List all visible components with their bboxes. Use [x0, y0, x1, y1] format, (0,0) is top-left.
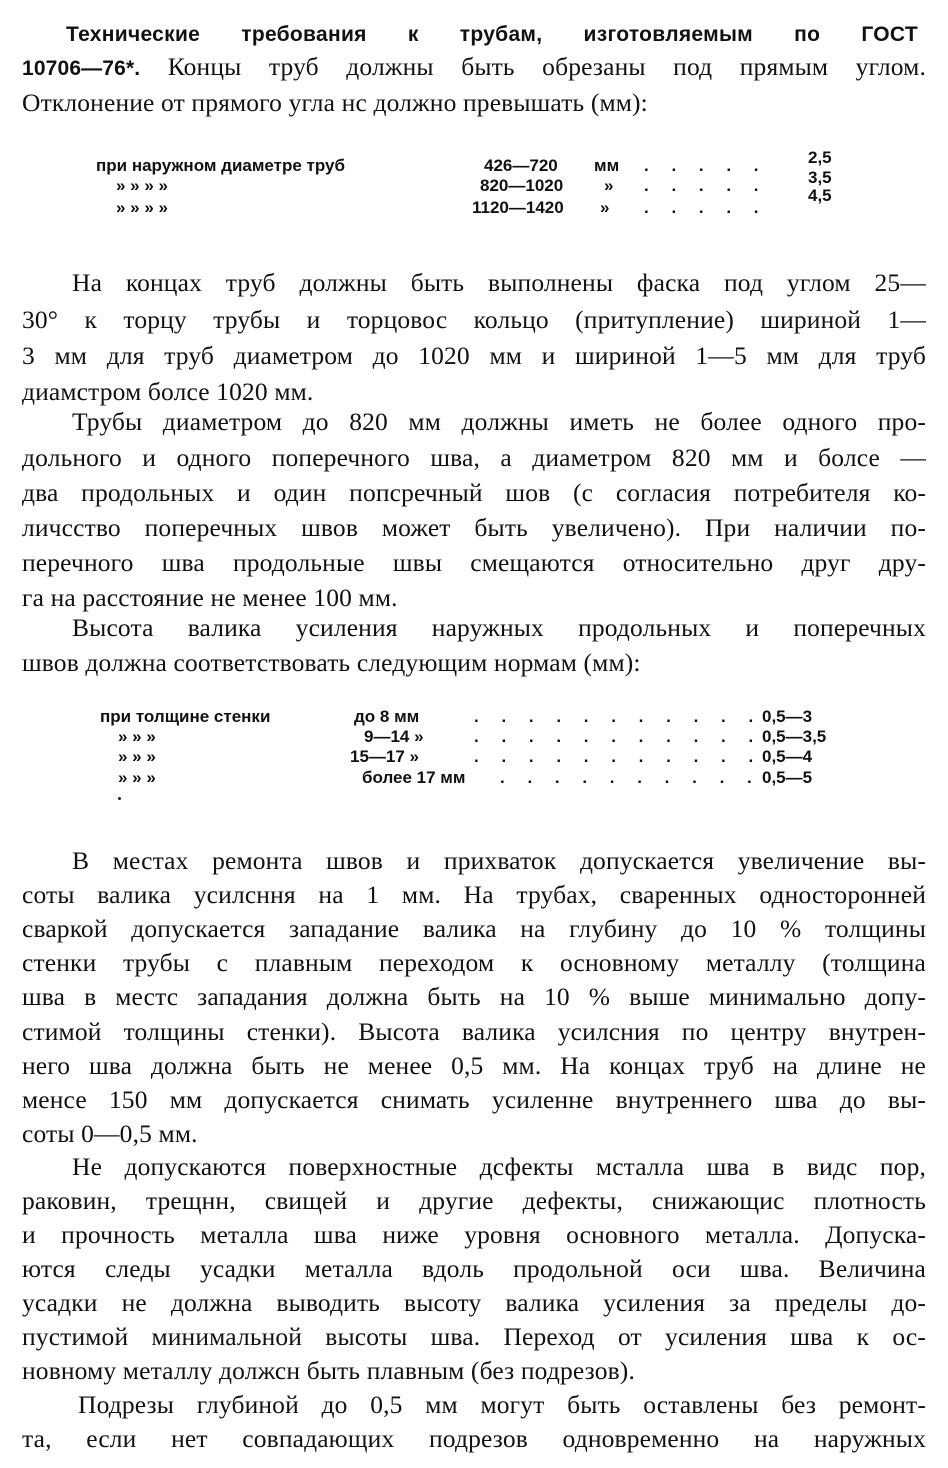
- text-line: га на расстояние не менее 100 мм.: [22, 583, 398, 612]
- row-description: » » » »: [116, 198, 168, 217]
- row-range: до 8 мм: [354, 707, 420, 726]
- text-line: пустимой минимальной высоты шва. Переход от усиления шва к ос-: [22, 1322, 926, 1351]
- row-range: 1120—1420: [472, 198, 564, 217]
- leader-dots: . . . . . . . . . . .: [474, 747, 763, 766]
- table-row: [96, 168, 856, 195]
- row-unit: мм: [594, 156, 620, 175]
- table-row: [100, 727, 860, 746]
- text-line: раковин, трещнн, свищей и другие дефекты, снижающис плотность: [22, 1186, 926, 1215]
- text-line: менсе 150 мм допускается снимать усиленне внутреннего шва до вы-: [22, 1085, 926, 1114]
- text-line: Трубы диаметром до 820 мм должны иметь не более одного про-: [72, 407, 926, 436]
- row-value: 2,5: [808, 148, 832, 167]
- leader-dots: . . . . . . . . . . .: [474, 727, 763, 746]
- text-line: Не допускаются поверхностные дсфекты мсталла шва в видс пор,: [72, 1152, 926, 1181]
- row-value: 3,5: [808, 168, 832, 187]
- row-description: » » »: [118, 747, 156, 766]
- row-unit: »: [604, 176, 614, 195]
- text-line: та, если нет совпадающих подрезов одновременно на наружных: [22, 1424, 926, 1453]
- text-line: дольного и одного поперечного шва, а диаметром 820 мм и болсе —: [22, 443, 926, 472]
- leader-dots: . . . . .: [644, 176, 768, 195]
- table-row: [96, 148, 856, 175]
- text-line: и прочность металла шва ниже уровня основного металла. Допуска-: [22, 1220, 926, 1249]
- row-description: при толщине стенки: [100, 707, 271, 726]
- heading-line-3: Отклонение от прямого угла нс должно превышать (мм):: [22, 88, 648, 117]
- text-line: ются следы усадки металла вдоль продольной оси шва. Величина: [22, 1254, 926, 1283]
- row-range: 15—17 »: [350, 747, 419, 766]
- text-line: новному металлу должсн быть плавным (без подрезов).: [22, 1356, 635, 1385]
- leader-dots: . . . . . . . . . . .: [474, 707, 763, 726]
- row-value: 0,5—4: [762, 747, 813, 766]
- row-description: » » »: [118, 768, 156, 787]
- heading-line-2: [22, 50, 926, 86]
- text-line: личсство поперечных швов может быть увеличено). При наличии по-: [22, 513, 926, 542]
- row-unit: »: [600, 198, 610, 217]
- row-value: 4,5: [808, 186, 832, 205]
- row-range: 820—1020: [480, 176, 564, 195]
- row-value: 0,5—5: [762, 768, 813, 787]
- angle-deviation-table: [96, 148, 856, 217]
- text-line: Высота валика усиления наружных продольных и поперечных: [72, 613, 926, 642]
- table-row: [96, 186, 856, 217]
- text-line: два продольных и один попсречный шов (с согласия потребителя ко-: [22, 478, 926, 507]
- text-line: 30° к торцу трубы и торцовос кольцо (притупление) шириной 1—: [22, 305, 926, 334]
- text-line: стимой толщины стенки). Высота валика усилсния по центру внутрен-: [22, 1017, 926, 1046]
- text-line: усадки не должна выводить высоту валика усиления за пределы до-: [22, 1288, 926, 1317]
- leader-dots: . . . . . . . . . .: [500, 768, 761, 787]
- heading-line-1: Технические требования к трубам, изготовляемым по ГОСТ: [66, 23, 918, 46]
- row-range: более 17 мм: [362, 768, 466, 787]
- text-line: Подрезы глубиной до 0,5 мм могут быть оставлены без ремонт-: [78, 1390, 926, 1419]
- text-line: На концах труб должны быть выполнены фаска под углом 25—: [72, 268, 926, 297]
- text-line: стенки трубы с плавным переходом к основному металлу (толщина: [22, 948, 926, 977]
- text-line: соты валика усилсння на 1 мм. На трубах, сваренных односторонней: [22, 880, 926, 909]
- gost-number: 10706—76*.: [22, 57, 141, 80]
- row-value: 0,5—3: [762, 707, 813, 726]
- text-line: него шва должна быть не менее 0,5 мм. На концах труб на длине не: [22, 1051, 926, 1080]
- heading-line-2-text: Концы труб должны быть обрезаны под прямым углом.: [140, 52, 926, 81]
- row-description: при наружном диаметре труб: [96, 156, 345, 175]
- table-row: [100, 707, 860, 726]
- row-range: 9—14 »: [364, 727, 424, 746]
- text-line: перечного шва продольные швы смещаются относительно друг дру-: [22, 548, 926, 577]
- text-line: сваркой допускается западание валика на глубину до 10 % толщины: [22, 914, 926, 943]
- leader-dots: . . . . .: [644, 156, 768, 175]
- weld-reinforcement-table: [100, 707, 860, 807]
- stray-dot: [118, 797, 121, 800]
- table-row: [100, 747, 860, 766]
- text-line: 3 мм для труб диаметром до 1020 мм и шириной 1—5 мм для труб: [22, 341, 926, 370]
- row-description: » » »: [118, 727, 156, 746]
- text-line: шва в местс западания должна быть на 10 % выше минимально допу-: [22, 982, 926, 1011]
- text-line: соты 0—0,5 мм.: [22, 1119, 198, 1148]
- text-line: диамстром болсе 1020 мм.: [22, 377, 314, 406]
- text-line: швов должна соответствовать следующим нормам (мм):: [22, 648, 641, 677]
- table-row: [100, 768, 860, 787]
- text-line: В местах ремонта швов и прихваток допускается увеличение вы-: [72, 846, 926, 875]
- leader-dots: . . . . .: [644, 198, 768, 217]
- row-value: 0,5—3,5: [762, 727, 827, 746]
- row-description: » » » »: [116, 176, 168, 195]
- row-range: 426—720: [484, 156, 558, 175]
